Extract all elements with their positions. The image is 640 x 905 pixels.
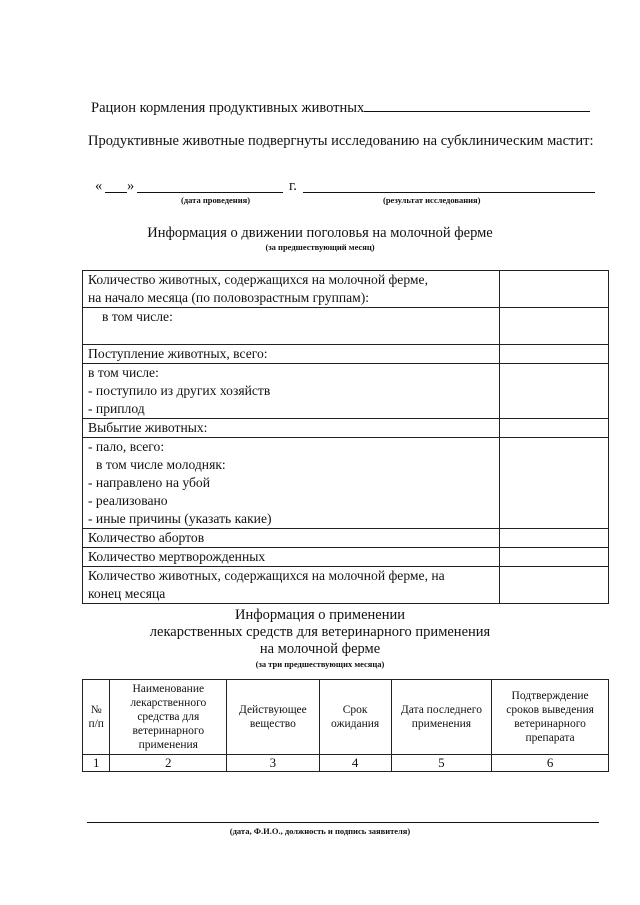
signature-caption: (дата, Ф.И.О., должность и подпись заявителя) <box>229 826 411 836</box>
open-quote: « <box>95 178 103 194</box>
signature-line[interactable] <box>87 822 599 823</box>
col-header-number: № п/п <box>83 680 110 755</box>
value-cell[interactable] <box>500 419 609 438</box>
col-header-substance: Действующее вещество <box>227 680 319 755</box>
value-cell[interactable] <box>500 271 609 308</box>
veterinary-drugs-table <box>82 679 609 772</box>
day-blank[interactable] <box>105 178 127 193</box>
column-number: 1 <box>83 755 110 772</box>
exam-date-row <box>95 178 600 208</box>
column-number: 3 <box>227 755 319 772</box>
value-cell[interactable] <box>500 548 609 567</box>
ration-label: Рацион кормления продуктивных животных <box>91 100 365 116</box>
value-cell[interactable] <box>500 345 609 364</box>
mastitis-statement: Продуктивные животные подвергнуты исследованию на субклиническим мастит: <box>88 133 594 149</box>
close-quote: » <box>127 178 135 194</box>
table-row <box>83 419 609 438</box>
date-blank[interactable] <box>137 178 283 193</box>
col-header-drug-name: Наименование лекарственного средства для ветеринарного применения <box>110 680 227 755</box>
date-caption: (дата проведения) <box>181 195 251 205</box>
year-mark: г. <box>289 178 297 194</box>
row-label: Поступление животных, всего: <box>83 345 500 364</box>
table-row <box>83 438 609 529</box>
column-number-row <box>83 755 609 772</box>
row-label: Количество мертворожденных <box>83 548 500 567</box>
table-row <box>83 364 609 419</box>
value-cell[interactable] <box>500 364 609 419</box>
column-number: 5 <box>391 755 492 772</box>
column-number: 6 <box>492 755 609 772</box>
result-blank[interactable] <box>303 178 595 193</box>
drugs-note: (за три предшествующих месяца) <box>255 659 385 669</box>
col-header-last-use: Дата последнего применения <box>391 680 492 755</box>
ration-line <box>91 97 590 117</box>
column-number: 2 <box>110 755 227 772</box>
value-cell[interactable] <box>500 567 609 604</box>
row-label: Количество животных, содержащихся на молочной ферме, на начало месяца (по половозрастным группам): <box>83 271 500 308</box>
table-row <box>83 567 609 604</box>
row-label: в том числе: <box>83 308 500 345</box>
row-label: - пало, всего: в том числе молодняк: - направлено на убой - реализовано - иные причины (указать какие) <box>83 438 500 529</box>
table-row <box>83 308 609 345</box>
row-label: в том числе: - поступило из других хозяйств - приплод <box>83 364 500 419</box>
table-row <box>83 345 609 364</box>
table-row <box>83 548 609 567</box>
table-row <box>83 529 609 548</box>
result-caption: (результат исследования) <box>383 195 481 205</box>
row-label: Выбытие животных: <box>83 419 500 438</box>
col-header-confirmation: Подтверждение сроков выведения ветеринарного препарата <box>492 680 609 755</box>
ration-blank[interactable] <box>364 97 590 112</box>
value-cell[interactable] <box>500 308 609 345</box>
row-label: Количество абортов <box>83 529 500 548</box>
value-cell[interactable] <box>500 438 609 529</box>
table-row <box>83 271 609 308</box>
value-cell[interactable] <box>500 529 609 548</box>
col-header-withdrawal: Срок ожидания <box>319 680 391 755</box>
livestock-movement-table <box>82 270 609 604</box>
column-number: 4 <box>319 755 391 772</box>
movement-note: (за предшествующий месяц) <box>265 242 375 252</box>
row-label: Количество животных, содержащихся на молочной ферме, на конец месяца <box>83 567 500 604</box>
drugs-title: Информация о применении лекарственных средств для ветеринарного применения на молочной ферме <box>149 607 491 657</box>
header-row <box>83 680 609 755</box>
movement-title: Информация о движении поголовья на молочной ферме <box>147 225 493 241</box>
